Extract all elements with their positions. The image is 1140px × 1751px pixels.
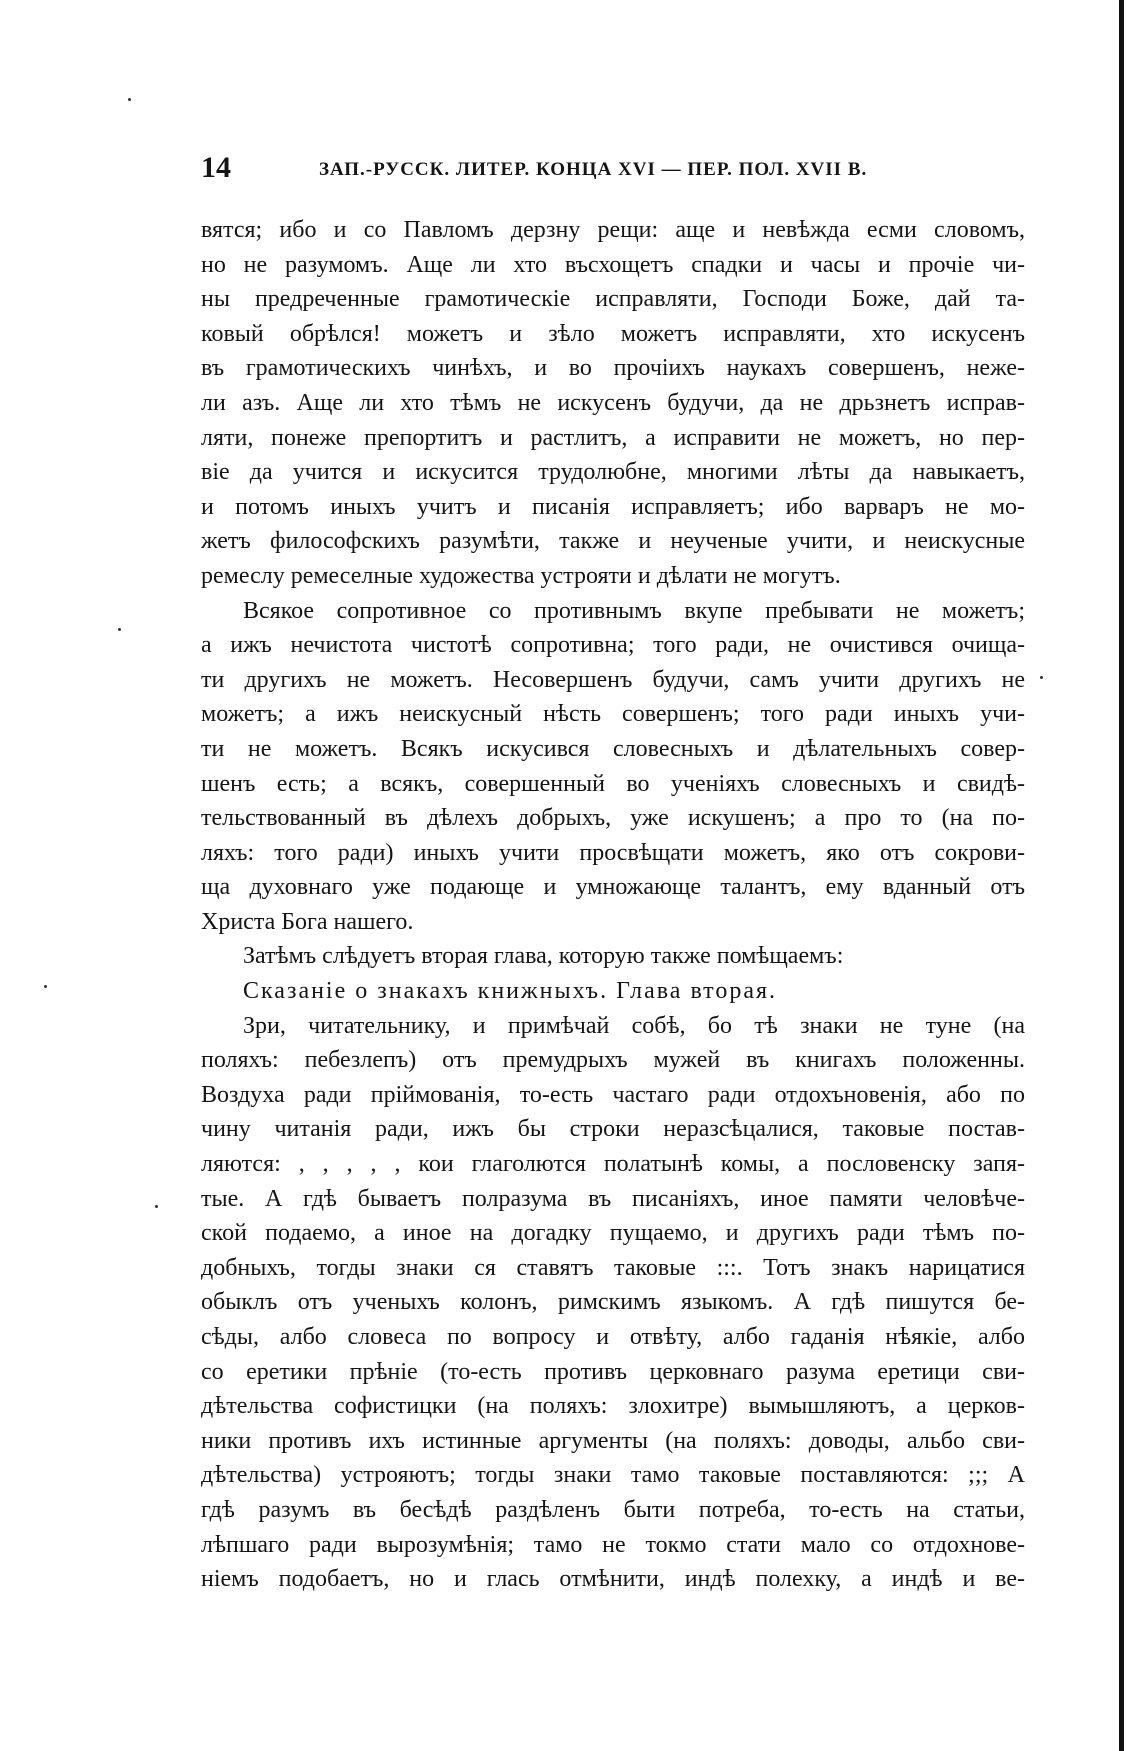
text-line: жетъ философскихъ разумѣти, также и неученые учити, и неискусные: [201, 528, 1025, 555]
text-line: ской подаемо, а иное на догадку пущаемо, и другихъ ради тѣмъ по-: [201, 1220, 1025, 1247]
text-line: гдѣ разумъ въ бесѣдѣ раздѣленъ быти потреба, то-есть на статьи,: [201, 1496, 1025, 1523]
page-edge: [1119, 0, 1124, 1751]
text-line: дѣтельства) устрояютъ; тогды знаки тамо таковые поставляются: ;;; А: [201, 1462, 1025, 1489]
text-line: віе да учится и искусится трудолюбне, многими лѣты да навыкаетъ,: [201, 459, 1025, 486]
text-line: ляются: , , , , , кои глаголются полатынѣ комы, а пословенску запя-: [201, 1151, 1025, 1178]
speck-mark: [1040, 676, 1043, 679]
text-line: ляти, понеже препортитъ и растлитъ, а исправити не можетъ, но пер-: [201, 424, 1025, 451]
body-text: [201, 213, 1025, 1597]
text-line: тые. А гдѣ бываетъ полразума въ писаніяхъ, иное памяти человѣче-: [201, 1185, 1025, 1212]
chapter-heading: Сказаніе о знакахъ книжныхъ. Глава вторая.: [243, 978, 778, 1005]
paragraph-start: Зри, читательнику, и примѣчай собѣ, бо тѣ знаки не туне (на: [243, 1012, 1025, 1039]
text-line: лѣпшаго ради вырозумѣнія; тамо не токмо стати мало со отдохнове-: [201, 1531, 1025, 1558]
page-number: 14: [201, 151, 231, 184]
text-line: Христа Бога нашего.: [201, 908, 414, 935]
page-header: [201, 150, 1051, 190]
text-line: но не разумомъ. Аще ли хто въсхощетъ спадки и часы и прочіе чи-: [201, 251, 1025, 278]
text-line: ти другихъ не можетъ. Несовершенъ будучи, самъ учити другихъ не: [201, 666, 1025, 693]
speck-mark: [44, 985, 47, 988]
text-line: сѣды, албо словеса по вопросу и отвѣту, албо гаданія нѣякіе, албо: [201, 1324, 1025, 1350]
text-line: ремеслу ремеселные художества устрояти и дѣлати не могутъ.: [201, 562, 841, 589]
paragraph-start: Затѣмъ слѣдуетъ вторая глава, которую также помѣщаемъ:: [243, 943, 844, 970]
text-line: въ грамотическихъ чинѣхъ, и во прочіихъ наукахъ совершенъ, неже-: [201, 355, 1025, 382]
text-line: а ижъ нечистота чистотѣ сопротивна; того ради, не очистився очища-: [201, 632, 1025, 659]
text-line: обыклъ отъ ученыхъ колонъ, римскимъ языкомъ. А гдѣ пишутся бе-: [201, 1289, 1025, 1316]
speck-mark: [118, 628, 121, 631]
text-line: ны предреченные грамотическіе исправляти, Господи Боже, дай та-: [201, 286, 1025, 313]
text-line: ковый обрѣлся! можетъ и зѣло можетъ исправляти, хто искусенъ: [201, 320, 1025, 347]
paragraph-start: Всякое сопротивное со противнымъ вкупе пребывати не можетъ;: [243, 597, 1025, 624]
text-line: шенъ есть; а всякъ, совершенный во ученіяхъ словесныхъ и свидѣ-: [201, 770, 1025, 797]
text-line: ніемъ подобаетъ, но и глась отмѣнити, индѣ полехку, а индѣ и ве-: [201, 1566, 1025, 1593]
text-line: ники противъ ихъ истинные аргументы (на поляхъ: доводы, альбо сви-: [201, 1427, 1025, 1454]
speck-mark: [155, 1205, 158, 1208]
running-head: ЗАП.-РУССК. ЛИТЕР. КОНЦА XVI — ПЕР. ПОЛ. XVII В.: [319, 159, 868, 180]
text-line: тельствованный въ дѣлехъ добрыхъ, уже искушенъ; а про то (на по-: [201, 805, 1025, 832]
text-line: Воздуха ради пріймованія, то-есть частаго ради отдохъновенія, або по: [201, 1081, 1025, 1108]
text-line: поляхъ: пебезлепъ) отъ премудрыхъ мужей въ книгахъ положенны.: [201, 1047, 1025, 1074]
speck-mark: [128, 98, 131, 101]
text-line: ли азъ. Аще ли хто тѣмъ не искусенъ будучи, да не дрьзнетъ исправ-: [201, 389, 1025, 416]
text-line: со еретики прѣніе (то-есть противъ церковнаго разума еретици сви-: [201, 1358, 1025, 1385]
text-line: вятся; ибо и со Павломъ дерзну рещи: аще и невѣжда есми словомъ,: [201, 217, 1025, 243]
text-line: ляхъ: того ради) иныхъ учити просвѣщати можетъ, яко отъ сокрови-: [201, 839, 1025, 866]
text-line: ти не можетъ. Всякъ искусився словесныхъ и дѣлательныхъ совер-: [201, 735, 1025, 762]
text-line: ща духовнаго уже подающе и умножающе талантъ, ему вданный отъ: [201, 874, 1025, 901]
text-line: дѣтельства софистицки (на поляхъ: злохитре) вымышляютъ, а церков-: [201, 1393, 1025, 1420]
text-line: чину читанія ради, ижъ бы строки неразсѣцалися, таковые постав-: [201, 1116, 1025, 1143]
text-line: и потомъ иныхъ учитъ и писанія исправляетъ; ибо варваръ не мо-: [201, 493, 1025, 520]
text-line: добныхъ, тогды знаки ся ставятъ таковые :::. Тотъ знакъ нарицатися: [201, 1254, 1025, 1281]
text-line: можетъ; а ижъ неискусный нѣсть совершенъ; того ради иныхъ учи-: [201, 701, 1025, 728]
